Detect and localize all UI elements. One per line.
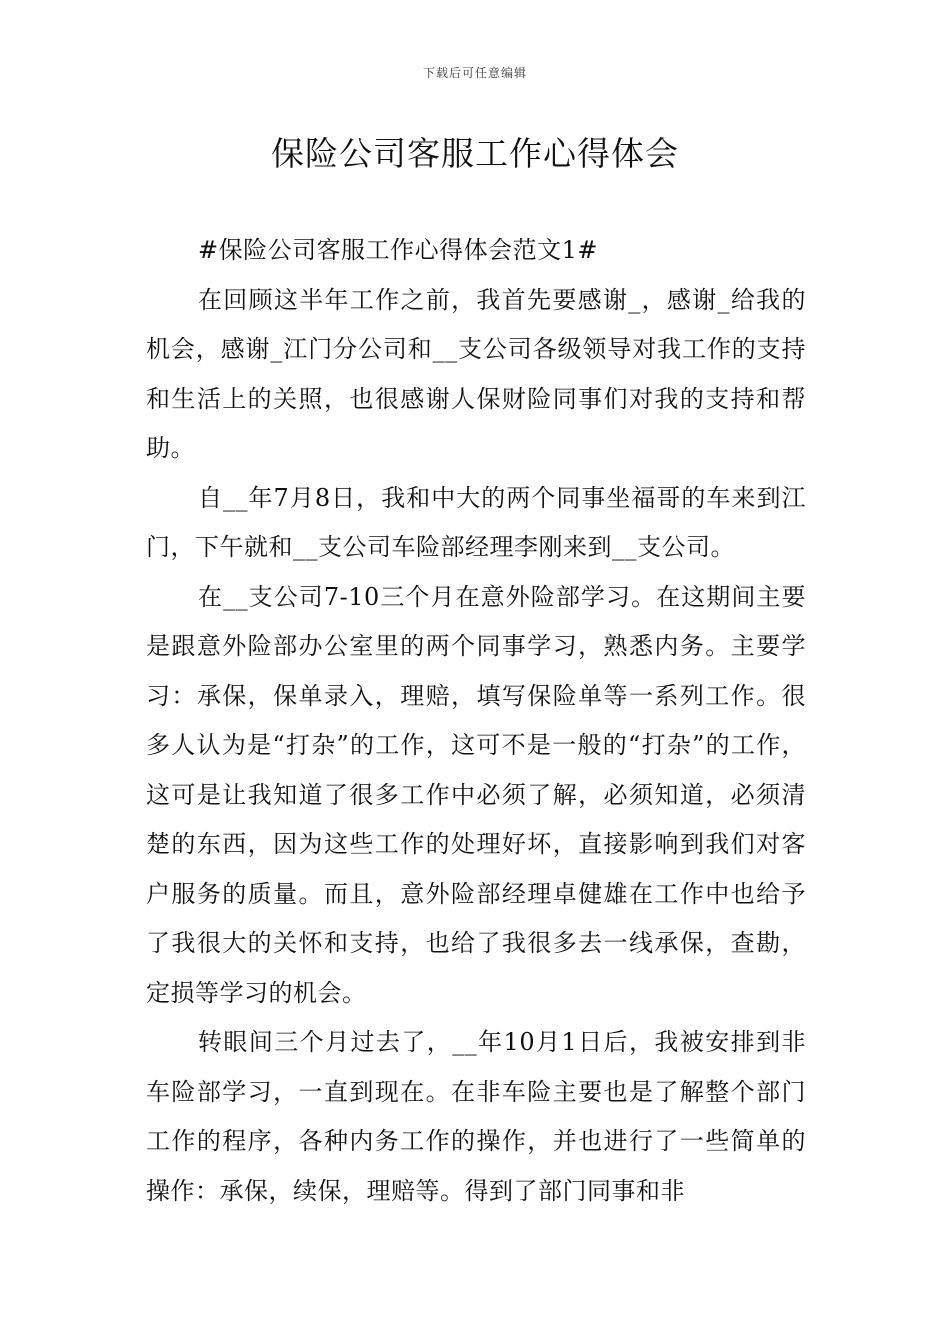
paragraph: 在__支公司7-10三个月在意外险部学习。在这期间主要是跟意外险部办公室里的两个同事学习，熟悉内务。主要学习：承保，保单录入，理赔，填写保险单等一系列工作。很多人认为是“打杂”的工作，这可不是一般的“打杂”的工作，这可是让我知道了很多工作中必须了解，必须知道，必须清楚的东西，因为这些工作的处理好坏，直接影响到我们对客户服务的质量。而且，意外险部经理卓健雄在工作中也给予了我很大的关怀和支持，也给了我很多去一线承保，查勘，定损等学习的机会。: [146, 582, 806, 1007]
page-header-note: 下载后可任意编辑: [422, 66, 527, 80]
paragraph: 转眼间三个月过去了，__年10月1日后，我被安排到非车险部学习，一直到现在。在非车险主要也是了解整个部门工作的程序，各种内务工作的操作，并也进行了一些简单的操作：承保，续保，理赔等。得到了部门同事和非: [146, 1028, 806, 1205]
document-title: 保险公司客服工作心得体会: [271, 134, 679, 173]
document-body: [146, 226, 806, 1216]
paragraph-subheading: #保险公司客服工作心得体会范文1#: [198, 236, 598, 264]
paragraph: 自__年7月8日，我和中大的两个同事坐福哥的车来到江门，下午就和__支公司车险部经理李刚来到__支公司。: [146, 483, 806, 561]
paragraph: 在回顾这半年工作之前，我首先要感谢_，感谢_给我的机会，感谢_江门分公司和__支公司各级领导对我工作的支持和生活上的关照，也很感谢人保财险同事们对我的支持和帮助。: [146, 285, 806, 462]
